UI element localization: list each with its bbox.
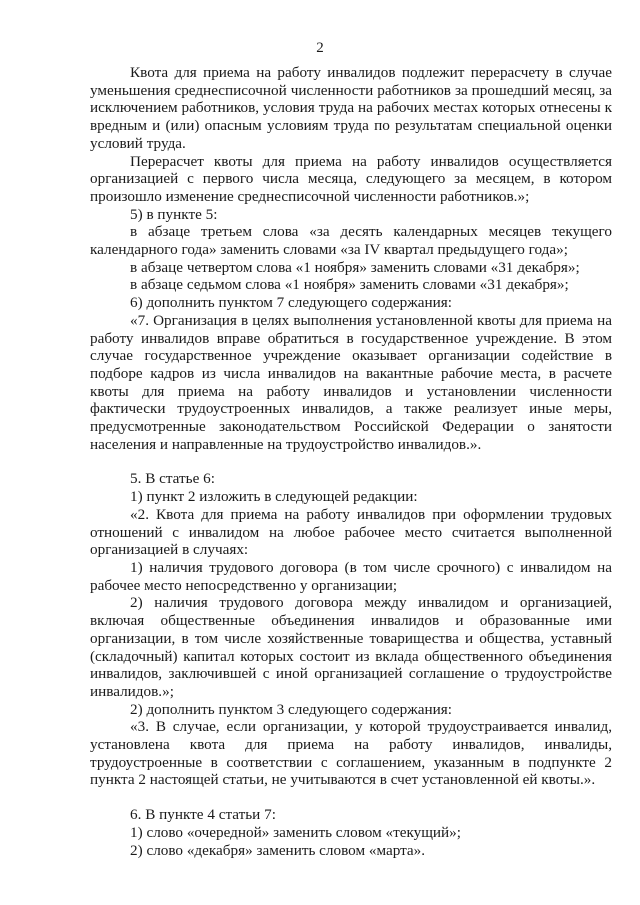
paragraph: Квота для приема на работу инвалидов подлежит перерасчету в случае уменьшения среднесписочной численности работников за прошедший месяц, за исключением работников, условия труда на рабочих местах которых отнесены к вредным и (или) опасным условиям труда по результатам специальной оценки условий труда. bbox=[90, 64, 612, 152]
section-heading: 5. В статье 6: bbox=[130, 470, 215, 488]
paragraph: в абзаце седьмом слова «1 ноября» заменить словами «31 декабря»; bbox=[130, 276, 569, 294]
paragraph: «3. В случае, если организации, у которой трудоустраивается инвалид, установлена квота для приема на работу инвалидов, инвалиды, трудоустроенные в соответствии с соглашением, указанным в подпункте 2 пункта 2 настоящей статьи, не учитываются в счет установленной ей квоты.». bbox=[90, 718, 612, 789]
paragraph: 2) слово «декабря» заменить словом «марта». bbox=[130, 841, 426, 859]
section-heading: 6. В пункте 4 статьи 7: bbox=[130, 806, 276, 824]
paragraph: 2) дополнить пунктом 3 следующего содержания: bbox=[130, 700, 452, 718]
paragraph: 1) пункт 2 изложить в следующей редакции: bbox=[130, 488, 418, 506]
page-number: 2 bbox=[316, 40, 324, 56]
paragraph: 1) наличия трудового договора (в том числе срочного) с инвалидом на рабочее место непосредственно у организации; bbox=[90, 558, 612, 594]
paragraph: «2. Квота для приема на работу инвалидов при оформлении трудовых отношений с инвалидом на любое рабочее место считается выполненной организацией в случаях: bbox=[90, 505, 612, 559]
paragraph: 1) слово «очередной» заменить словом «текущий»; bbox=[130, 823, 461, 841]
paragraph: Перерасчет квоты для приема на работу инвалидов осуществляется организацией с первого числа месяца, следующего за месяцем, в котором произошло изменение среднесписочной численности работников.»; bbox=[90, 152, 612, 205]
paragraph: 5) в пункте 5: bbox=[130, 205, 218, 223]
paragraph: 2) наличия трудового договора между инвалидом и организацией, включая общественные объединения инвалидов и образованные ими организации, в том числе хозяйственные товарищества и общества, уставный (складочный) капитал которых состоит из вклада общественного объединения инвалидов, заключившей с иной организацией соглашение о трудоустройстве инвалидов.»; bbox=[90, 594, 612, 700]
paragraph: 6) дополнить пунктом 7 следующего содержания: bbox=[130, 294, 452, 312]
paragraph: в абзаце третьем слова «за десять календарных месяцев текущего календарного года» заменить словами «за IV квартал предыдущего года»; bbox=[90, 223, 612, 259]
paragraph: «7. Организация в целях выполнения установленной квоты для приема на работу инвалидов вправе обратиться в государственное учреждение. В этом случае государственное учреждение оказывает организации содействие в подборе кадров из числа инвалидов на вакантные рабочие места, в расчете квоты для приема на работу инвалидов и установлении численности фактически трудоустроенных инвалидов, а также реализует иные меры, предусмотренные законодательством Российской Федерации о занятости населения и направленные на трудоустройство инвалидов.». bbox=[90, 311, 612, 453]
paragraph: в абзаце четвертом слова «1 ноября» заменить словами «31 декабря»; bbox=[130, 258, 580, 276]
document-body bbox=[90, 64, 612, 859]
